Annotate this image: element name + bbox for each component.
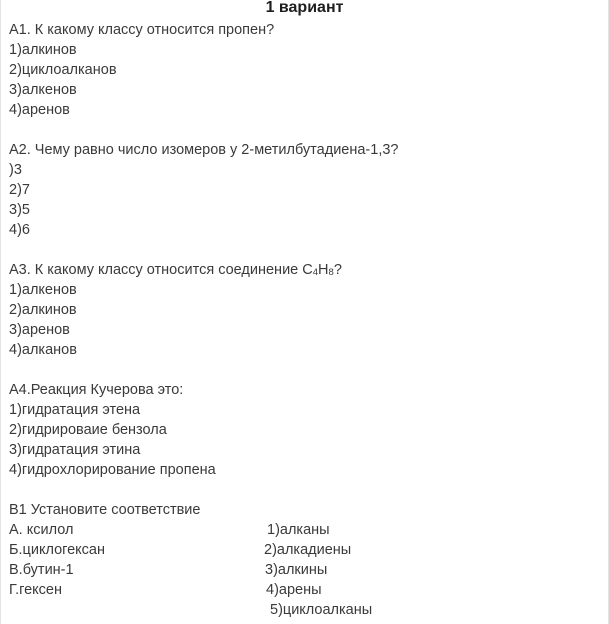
page-title: 1 вариант bbox=[265, 0, 344, 16]
match-left-item: Б.циклогексан bbox=[9, 542, 106, 558]
page-left-edge bbox=[0, 0, 1, 624]
question-a2 bbox=[9, 140, 600, 240]
worksheet bbox=[9, 20, 600, 620]
formula-subscript: 4 bbox=[312, 267, 319, 278]
question-a3 bbox=[9, 260, 600, 360]
match-row bbox=[9, 560, 600, 580]
answer-option: 2)алкинов bbox=[9, 302, 77, 318]
match-left-item: Г.гексен bbox=[9, 582, 62, 598]
match-row bbox=[9, 600, 600, 620]
match-left-item: А. ксилол bbox=[9, 522, 74, 538]
answer-option: )3 bbox=[9, 162, 22, 178]
answer-option: 3)алкенов bbox=[9, 82, 77, 98]
formula-element: Н bbox=[318, 262, 329, 278]
answer-option: 1)алкинов bbox=[9, 42, 77, 58]
answer-option: 4)аренов bbox=[9, 102, 70, 118]
answer-option: 1)алкенов bbox=[9, 282, 77, 298]
question-text bbox=[9, 260, 600, 280]
match-right-item: 5)циклоалканы bbox=[270, 602, 373, 618]
match-right-item: 2)алкадиены bbox=[264, 542, 352, 558]
question-text-suffix: ? bbox=[333, 262, 342, 278]
answer-option: 2)7 bbox=[9, 182, 30, 198]
match-row bbox=[9, 580, 600, 600]
question-text-prefix: А3. К какому классу относится соединение С bbox=[9, 262, 313, 278]
spacer bbox=[9, 480, 600, 500]
question-a1 bbox=[9, 20, 600, 120]
question-text: В1 Установите соответствие bbox=[9, 502, 201, 518]
answer-option: 2)циклоалканов bbox=[9, 62, 117, 78]
answer-option: 4)гидрохлорирование пропена bbox=[9, 462, 216, 478]
match-row bbox=[9, 520, 600, 540]
answer-option: 4)алканов bbox=[9, 342, 77, 358]
question-text: А4.Реакция Кучерова это: bbox=[9, 382, 184, 398]
answer-option: 2)гидрироваие бензола bbox=[9, 422, 167, 438]
question-a4 bbox=[9, 380, 600, 480]
spacer bbox=[9, 360, 600, 380]
spacer bbox=[9, 120, 600, 140]
formula-subscript: 8 bbox=[328, 267, 334, 278]
question-text: А2. Чему равно число изомеров у 2-метилбутадиена-1,3? bbox=[9, 142, 399, 158]
question-b1 bbox=[9, 500, 600, 620]
answer-option: 4)6 bbox=[9, 222, 30, 238]
answer-option: 3)гидратация этина bbox=[9, 442, 141, 458]
answer-option: 3)аренов bbox=[9, 322, 70, 338]
question-text: А1. К какому классу относится пропен? bbox=[9, 22, 275, 38]
match-right-item: 1)алканы bbox=[267, 522, 330, 538]
answer-option: 3)5 bbox=[9, 202, 30, 218]
spacer bbox=[9, 240, 600, 260]
match-right-item: 4)арены bbox=[266, 582, 322, 598]
match-left-item: В.бутин-1 bbox=[9, 562, 74, 578]
match-row bbox=[9, 540, 600, 560]
match-right-item: 3)алкины bbox=[265, 562, 328, 578]
answer-option: 1)гидратация этена bbox=[9, 402, 141, 418]
